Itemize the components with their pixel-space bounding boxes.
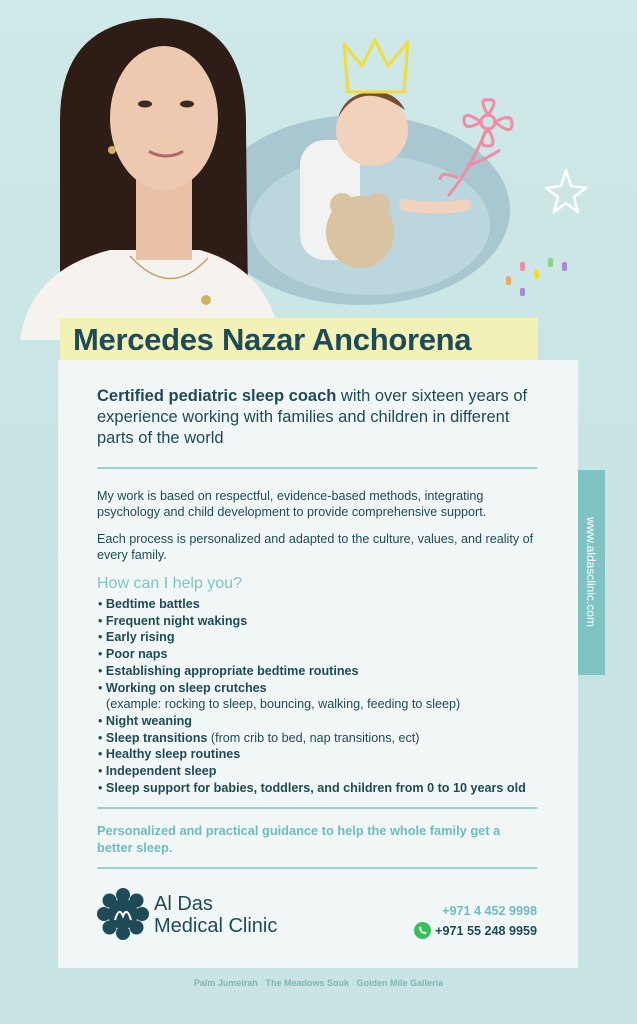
location-palm-jumeirah: Palm Jumeirah xyxy=(193,978,258,988)
website-url[interactable]: www.aldasclinic.com xyxy=(584,516,598,628)
list-item: • Sleep transitions (from crib to bed, nap transitions, ect) xyxy=(98,730,420,745)
separator: / xyxy=(351,978,355,988)
whatsapp-icon xyxy=(414,922,431,939)
divider xyxy=(97,867,537,869)
paragraph-personalized: Each process is personalized and adapted to the culture, values, and reality of every family. xyxy=(97,532,534,562)
list-item: • Early rising xyxy=(98,630,175,645)
clinic-name: Al Das Medical Clinic xyxy=(154,893,278,937)
coach-name: Mercedes Nazar Anchorena xyxy=(73,322,472,357)
intro-rest: with over sixteen years of experience working with families and children in different parts of the world xyxy=(97,387,528,447)
locations xyxy=(0,978,637,988)
list-item: • Bedtime battles xyxy=(98,597,200,611)
clinic-logo-icon xyxy=(97,888,149,940)
location-meadows-souk: The Meadows Souk xyxy=(265,978,349,988)
list-item: • Establishing appropriate bedtime routines xyxy=(98,663,359,678)
list-item: • Working on sleep crutches xyxy=(98,680,267,695)
list-item: • Night weaning xyxy=(98,713,192,728)
phone-landline[interactable]: +971 4 452 9998 xyxy=(442,904,537,918)
star-doodle xyxy=(546,170,586,212)
intro-text xyxy=(97,386,537,449)
confetti-doodle xyxy=(506,258,567,296)
crown-doodle xyxy=(344,40,408,92)
intro-highlight: Certified pediatric sleep coach xyxy=(97,387,337,405)
list-item: • Frequent night wakings xyxy=(98,613,248,628)
paragraph-methods: My work is based on respectful, evidence-based methods, integrating psychology and child development to provide comprehensive support. xyxy=(97,489,487,519)
list-item: • Sleep support for babies, toddlers, and children from 0 to 10 years old xyxy=(98,780,526,795)
help-list xyxy=(98,596,526,796)
list-item-note: (example: rocking to sleep, bouncing, walking, feeding to sleep) xyxy=(106,697,461,712)
separator: / xyxy=(260,978,263,988)
list-item: • Poor naps xyxy=(98,647,168,662)
divider xyxy=(97,807,537,809)
woman-portrait xyxy=(20,18,280,340)
location-golden-mile: Golden Mile Galleria xyxy=(356,978,444,988)
phone-whatsapp[interactable]: +971 55 248 9959 xyxy=(414,922,537,939)
divider xyxy=(97,467,537,469)
closing-statement: Personalized and practical guidance to help the whole family get a better sleep. xyxy=(97,823,501,855)
help-title: How can I help you? xyxy=(97,575,242,592)
list-item: • Independent sleep xyxy=(98,764,217,779)
list-item: • Healthy sleep routines xyxy=(98,747,241,762)
hero-illustration xyxy=(0,0,637,340)
